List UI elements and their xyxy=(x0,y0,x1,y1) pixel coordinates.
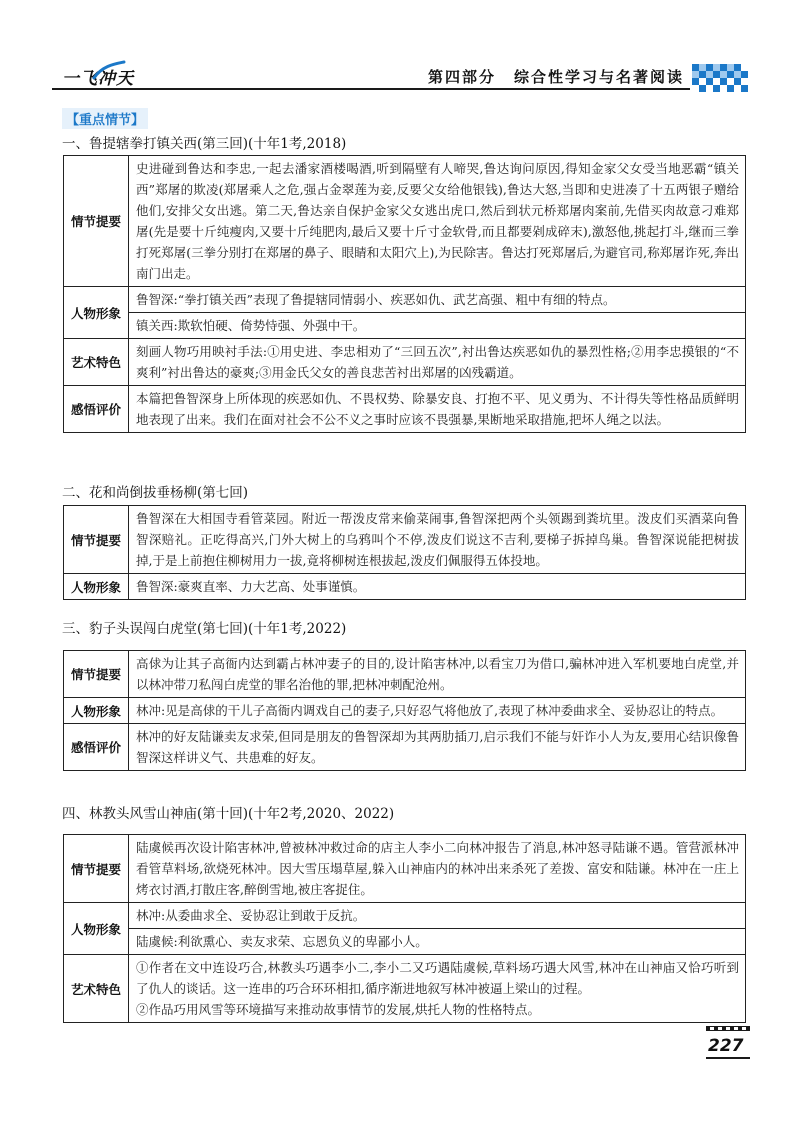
checker-pattern-icon xyxy=(692,60,748,96)
row-label: 情节提要 xyxy=(64,651,129,698)
row-content: 林冲:从委曲求全、妥协忍让到敢于反抗。 xyxy=(129,903,746,929)
table-row xyxy=(64,955,746,1023)
art-point: ②作品巧用风雪等环境描写来推动故事情节的发展,烘托人物的性格特点。 xyxy=(136,1002,540,1017)
row-content: 镇关西:欺软怕硬、倚势恃强、外强中干。 xyxy=(129,313,746,339)
row-label: 情节提要 xyxy=(64,506,129,574)
row-content: 鲁智深:“拳打镇关西”表现了鲁提辖同情弱小、疾恶如仇、武艺高强、粗中有细的特点。 xyxy=(129,287,746,313)
row-label: 情节提要 xyxy=(64,156,129,287)
page-number-text: 227 xyxy=(708,1036,744,1056)
row-content: 刻画人物巧用映衬手法:①用史进、李忠相劝了“三回五次”,衬出鲁达疾恶如仇的暴烈性格;②用李忠摸银的“不爽利”衬出鲁达的豪爽;③用金氏父女的善良悲苦衬出郑屠的凶残霸道。 xyxy=(129,339,746,386)
part-label: 第四部分 xyxy=(427,68,496,86)
brand-logo: 一飞冲天 xyxy=(62,69,134,89)
table-row xyxy=(64,156,746,287)
chapter-table xyxy=(63,155,746,433)
row-label: 感悟评价 xyxy=(64,724,129,771)
table-row xyxy=(64,574,746,600)
table-row xyxy=(64,835,746,903)
row-content: 林冲的好友陆谦卖友求荣,但同是朋友的鲁智深却为其两肋插刀,启示我们不能与奸诈小人为友,要用心结识像鲁智深这样讲义气、共患难的好友。 xyxy=(129,724,746,771)
chapter-heading: 四、林教头风雪山神庙(第十回)(十年2考,2020、2022) xyxy=(62,806,395,822)
row-label: 感悟评价 xyxy=(64,386,129,433)
chapter-table xyxy=(63,834,746,1023)
row-label: 艺术特色 xyxy=(64,339,129,386)
table-row xyxy=(64,339,746,386)
row-content xyxy=(129,955,746,1023)
row-content: 陆虞候再次设计陷害林冲,曾被林冲救过命的店主人李小二向林冲报告了消息,林冲怒寻陆谦不遇。管营派林冲看管草料场,欲烧死林冲。因大雪压塌草屋,躲入山神庙内的林冲出来杀死了差拨、富安和陆谦。林冲在一庄上烤衣讨酒,打散庄客,醉倒雪地,被庄客捉住。 xyxy=(129,835,746,903)
chapter-heading: 三、豹子头误闯白虎堂(第七回)(十年1考,2022) xyxy=(62,621,347,637)
row-label: 情节提要 xyxy=(64,835,129,903)
table-row xyxy=(64,287,746,313)
table-row xyxy=(64,651,746,698)
chapter-heading: 一、鲁提辖拳打镇关西(第三回)(十年1考,2018) xyxy=(62,136,347,152)
row-content: 陆虞候:利欲熏心、卖友求荣、忘恩负义的卑鄙小人。 xyxy=(129,929,746,955)
row-content: 林冲:见是高俅的干儿子高衙内调戏自己的妻子,只好忍气将他放了,表现了林冲委曲求全、妥协忍让的特点。 xyxy=(129,698,746,724)
table-row xyxy=(64,724,746,771)
section-label: 【重点情节】 xyxy=(62,108,148,129)
chapter-table xyxy=(63,505,746,600)
swoosh-icon xyxy=(92,60,126,84)
part-title: 综合性学习与名著阅读 xyxy=(513,68,684,86)
row-content: 鲁智深在大相国寺看管菜园。附近一帮泼皮常来偷菜闹事,鲁智深把两个头领踢到粪坑里。泼皮们买酒菜向鲁智深赔礼。正吃得高兴,门外大树上的乌鸦叫个不停,泼皮们说这不吉利,要梯子拆掉鸟巢。鲁智深说能把树拔掉,于是上前抱住柳树用力一拔,竟将柳树连根拔起,泼皮们佩服得五体投地。 xyxy=(129,506,746,574)
row-content: 高俅为让其子高衙内达到霸占林冲妻子的目的,设计陷害林冲,以看宝刀为借口,骗林冲进入军机要地白虎堂,并以林冲带刀私闯白虎堂的罪名治他的罪,把林冲刺配沧州。 xyxy=(129,651,746,698)
page-number xyxy=(704,1024,752,1060)
row-label: 艺术特色 xyxy=(64,955,129,1023)
table-row xyxy=(64,506,746,574)
table-row xyxy=(64,386,746,433)
table-row xyxy=(64,313,746,339)
row-label: 人物形象 xyxy=(64,903,129,955)
row-content: 史进碰到鲁达和李忠,一起去潘家酒楼喝酒,听到隔壁有人啼哭,鲁达询问原因,得知金家父女受当地恶霸“镇关西”郑屠的欺凌(郑屠乘人之危,强占金翠莲为妾,反要父女给他银钱),鲁达大怒,当即和史进凑了十五两银子赠给他们,安排父女出逃。第二天,鲁达亲自保护金家父女逃出虎口,然后到状元桥郑屠肉案前,先借买肉故意刁难郑屠(先是要十斤纯瘦肉,又要十斤纯肥肉,最后又要十斤寸金软骨,而且都要剁成碎末),激怒他,挑起打斗,继而三拳打死郑屠(三拳分别打在郑屠的鼻子、眼睛和太阳穴上),为民除害。鲁达打死郑屠后,为避官司,称郑屠诈死,奔出南门出走。 xyxy=(129,156,746,287)
chapter-table xyxy=(63,650,746,771)
row-content: 本篇把鲁智深身上所体现的疾恶如仇、不畏权势、除暴安良、打抱不平、见义勇为、不计得失等性格品质鲜明地表现了出来。我们在面对社会不公不义之事时应该不畏强暴,果断地采取措施,把坏人绳之以法。 xyxy=(129,386,746,433)
table-row xyxy=(64,698,746,724)
art-point: ①作者在文中连设巧合,林教头巧遇李小二,李小二又巧遇陆虞候,草料场巧遇大风雪,林冲在山神庙又恰巧听到了仇人的谈话。这一连串的巧合环环相扣,循序渐进地叙写林冲被逼上梁山的过程。 xyxy=(136,960,739,996)
page-header xyxy=(52,58,748,98)
header-rule xyxy=(52,88,690,90)
row-label: 人物形象 xyxy=(64,698,129,724)
table-row xyxy=(64,929,746,955)
row-label: 人物形象 xyxy=(64,287,129,339)
chapter-heading: 二、花和尚倒拔垂杨柳(第七回) xyxy=(62,485,249,501)
header-title xyxy=(428,66,684,87)
row-content: 鲁智深:豪爽直率、力大艺高、处事谨慎。 xyxy=(129,574,746,600)
row-label: 人物形象 xyxy=(64,574,129,600)
table-row xyxy=(64,903,746,929)
